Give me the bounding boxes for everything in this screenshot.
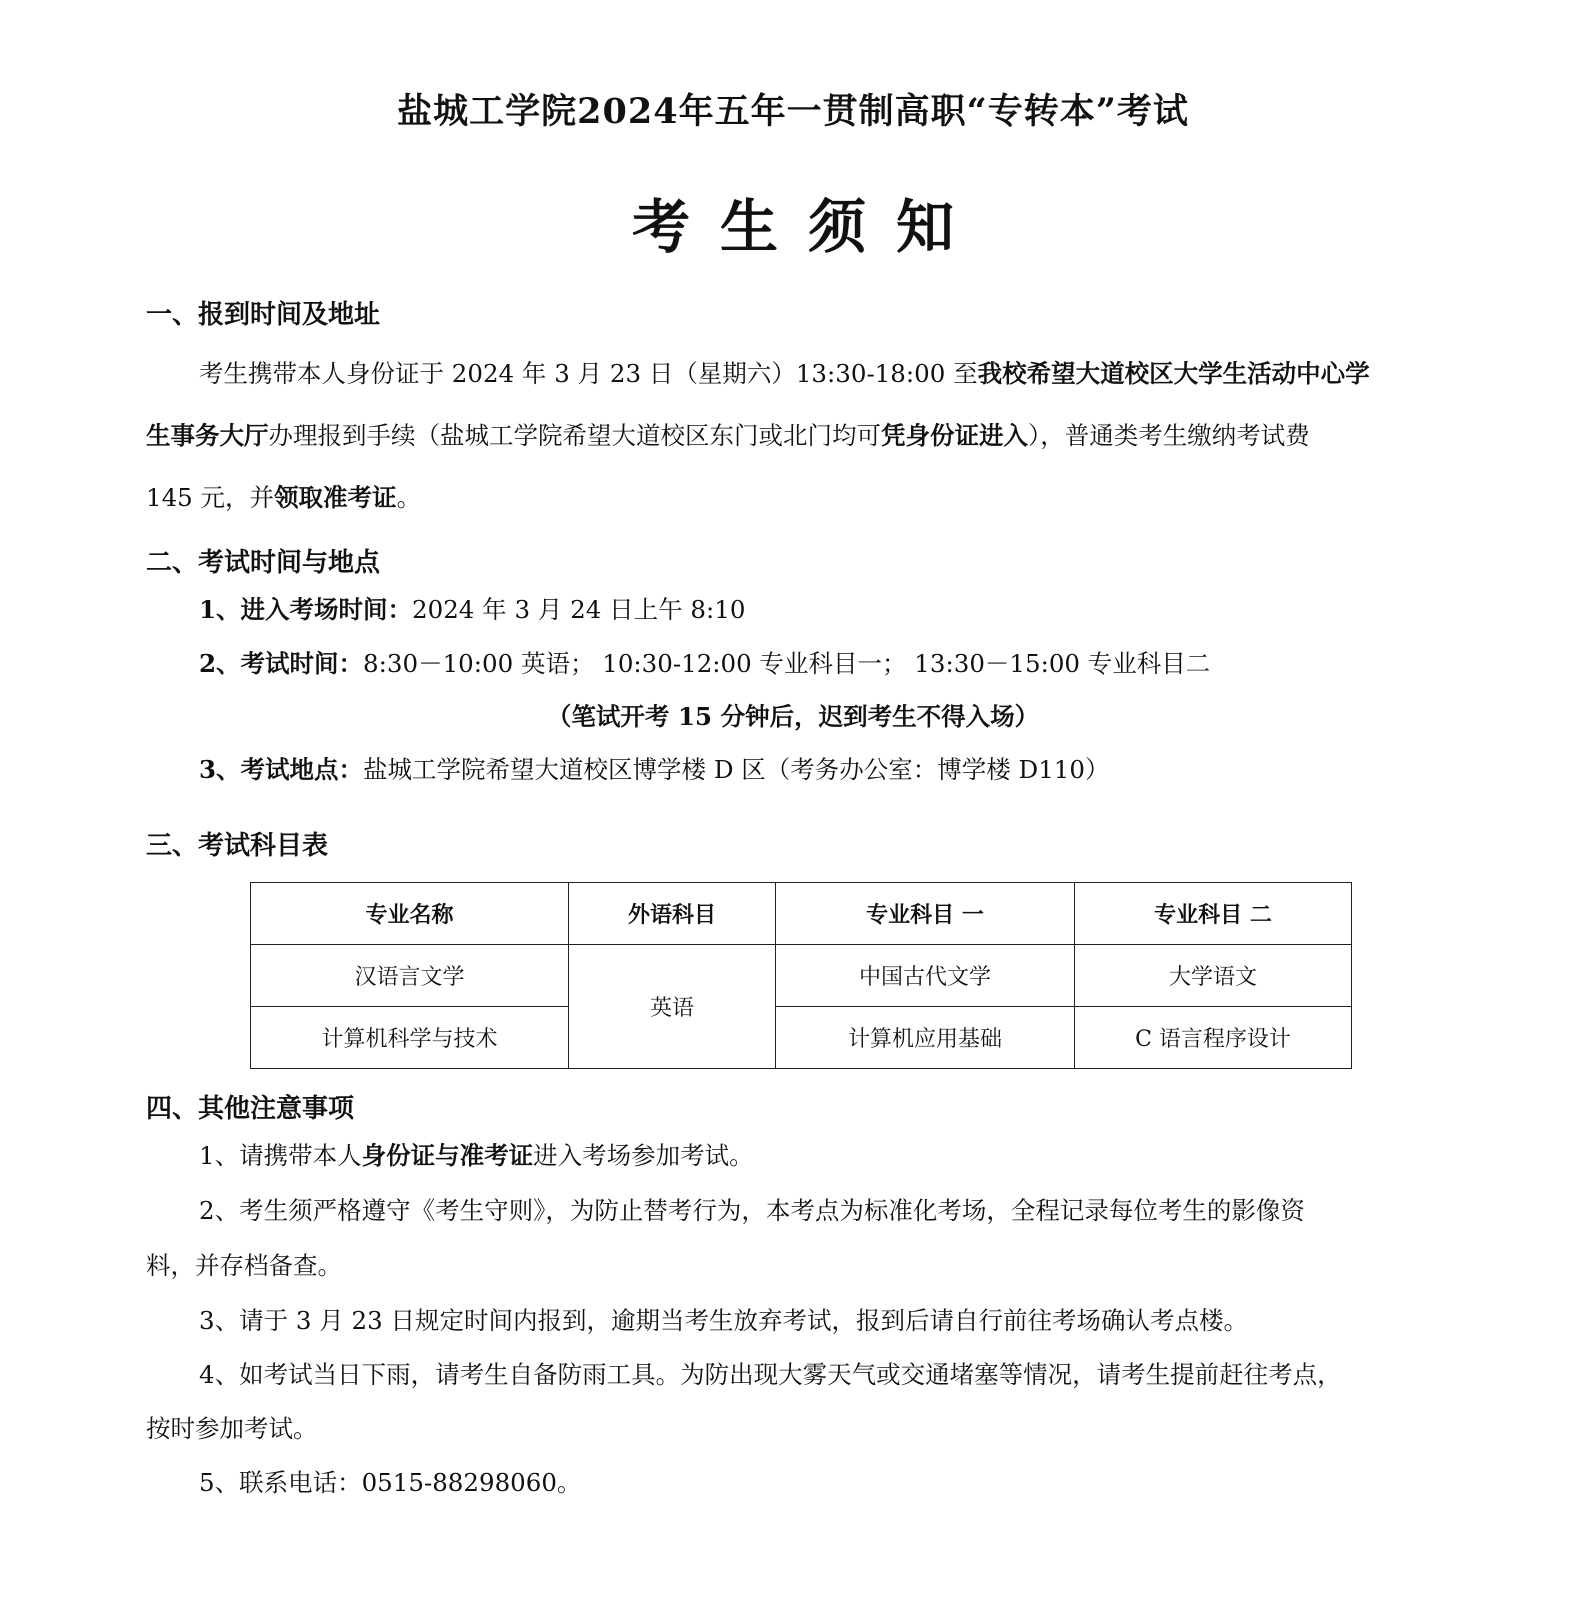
table-cell-subject-2: C 语言程序设计	[1075, 1007, 1352, 1069]
note-1-text: 进入考场参加考试。	[533, 1141, 754, 1170]
table-cell-subject-2: 大学语文	[1075, 945, 1352, 1007]
s1-bold-id-entry: 凭身份证进入	[881, 421, 1028, 450]
table-header-cell: 专业名称	[251, 883, 569, 945]
entry-time-value: 2024 年 3 月 24 日上午 8:10	[412, 595, 746, 624]
table-cell-subject-1: 中国古代文学	[776, 945, 1075, 1007]
note-3: 3、请于 3 月 23 日规定时间内报到，逾期当考生放弃考试，报到后请自行前往考场确认考点楼。	[199, 1306, 1248, 1335]
document-title: 盐城工学院2024年五年一贯制高职“专转本”考试	[397, 91, 1189, 132]
exam-subjects-table	[250, 882, 1352, 1069]
s1-bold-location: 我校希望大道校区大学生活动中心学	[977, 359, 1370, 388]
table-cell-language: 英语	[569, 945, 776, 1069]
document-subtitle: 考生须知	[631, 193, 984, 261]
s1-bold-admission: 领取准考证	[274, 483, 397, 512]
schedule-value: 8:30－10:00 英语； 10:30-12:00 专业科目一； 13:30－15:00 专业科目二	[363, 649, 1211, 678]
section-4-heading: 四、其他注意事项	[146, 1094, 355, 1124]
exam-location	[199, 752, 1109, 788]
table-row	[251, 945, 1352, 1007]
location-label: 3、考试地点：	[199, 755, 364, 784]
s1-text: 。	[396, 483, 422, 512]
section-1-line-2	[146, 418, 1310, 454]
late-entry-note: （笔试开考 15 分钟后，迟到考生不得入场）	[546, 702, 1040, 731]
s1-text: 考生携带本人身份证于 2024 年 3 月 23 日（星期六）13:30-18:00 至	[199, 359, 978, 388]
table-cell-major: 计算机科学与技术	[251, 1007, 569, 1069]
table-header-cell: 专业科目 二	[1075, 883, 1352, 945]
table-header-row	[251, 883, 1352, 945]
section-2-heading: 二、考试时间与地点	[146, 548, 381, 578]
note-1-text: 1、请携带本人	[199, 1141, 362, 1170]
entry-time-label: 1、进入考场时间：	[199, 595, 413, 624]
location-value: 盐城工学院希望大道校区博学楼 D 区（考务办公室：博学楼 D110）	[363, 755, 1110, 784]
note-2-line-2: 料，并存档备查。	[146, 1251, 342, 1280]
table-header-cell: 专业科目 一	[776, 883, 1075, 945]
s1-bold-hall: 生事务大厅	[146, 421, 269, 450]
note-4-line-2: 按时参加考试。	[146, 1414, 318, 1443]
table-row	[251, 1007, 1352, 1069]
note-1-bold: 身份证与准考证	[361, 1141, 534, 1170]
schedule-label: 2、考试时间：	[199, 649, 364, 678]
section-3-heading: 三、考试科目表	[146, 831, 329, 861]
section-1-line-3	[146, 480, 421, 516]
table-cell-major: 汉语言文学	[251, 945, 569, 1007]
s1-text: 办理报到手续（盐城工学院希望大道校区东门或北门均可	[268, 421, 881, 450]
section-1-heading: 一、报到时间及地址	[146, 300, 381, 330]
note-1	[199, 1138, 754, 1174]
note-2-line-1: 2、考生须严格遵守《考生守则》，为防止替考行为，本考点为标准化考场，全程记录每位考生的影像资	[199, 1196, 1305, 1225]
s1-text: 145 元，并	[146, 483, 275, 512]
s1-text: ），普通类考生缴纳考试费	[1028, 421, 1310, 450]
note-4-line-1: 4、如考试当日下雨，请考生自备防雨工具。为防出现大雾天气或交通堵塞等情况，请考生提前赶往考点，	[199, 1360, 1342, 1389]
section-1-line-1	[199, 356, 1370, 392]
contact-phone: 5、联系电话：0515-88298060。	[199, 1468, 582, 1497]
table-header-cell: 外语科目	[569, 883, 776, 945]
exam-schedule	[199, 646, 1210, 682]
table-cell-subject-1: 计算机应用基础	[776, 1007, 1075, 1069]
exam-entry-time	[199, 592, 745, 628]
